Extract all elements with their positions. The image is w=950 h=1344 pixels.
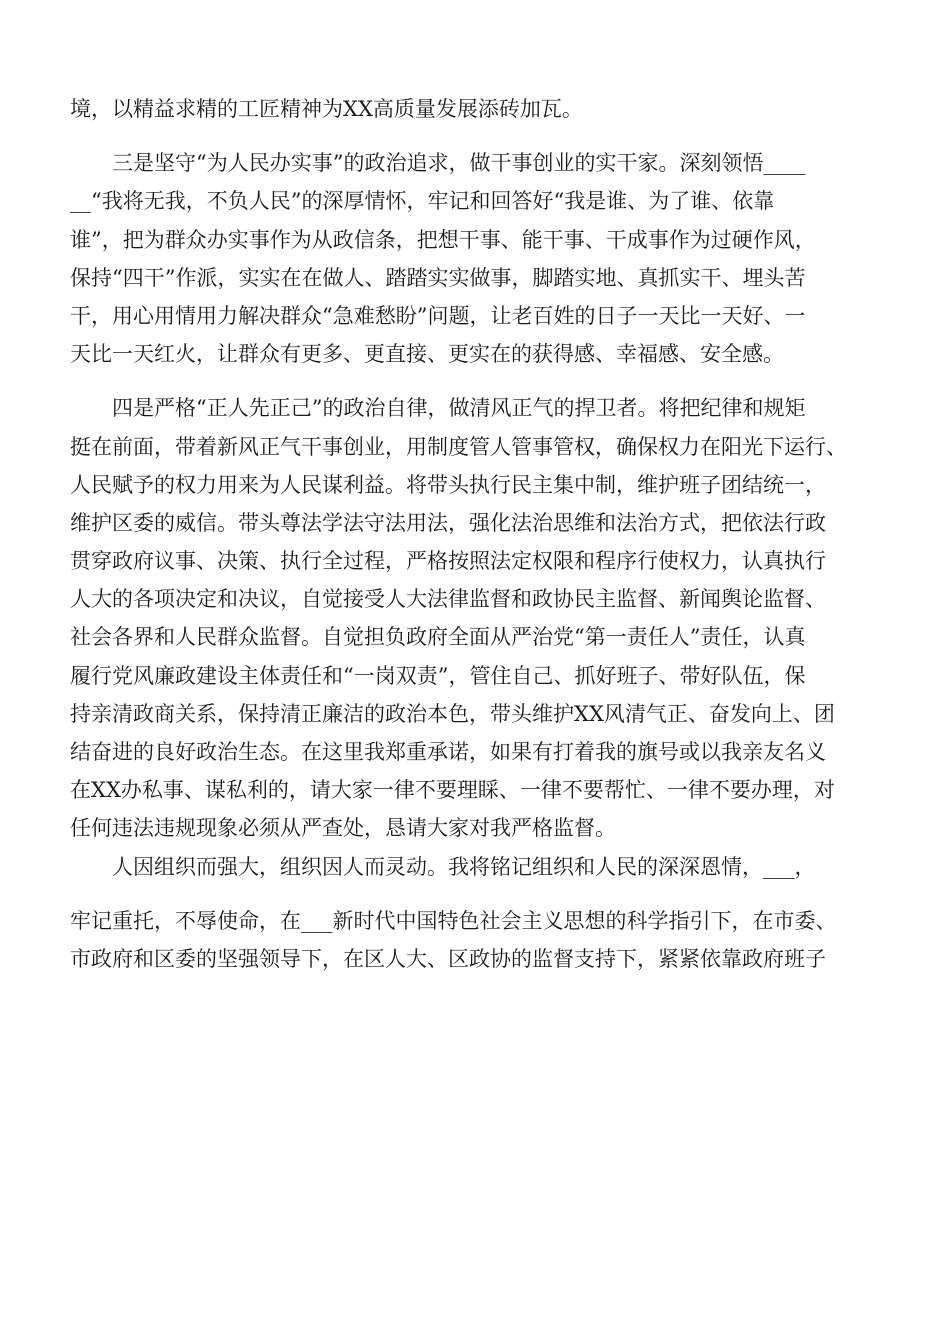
text-line: 天比一天红火，让群众有更多、更直接、更实在的获得感、幸福感、安全感。 — [70, 342, 784, 367]
text-line: 任何违法违规现象必须从严查处，恳请大家对我严格监督。 — [70, 816, 616, 841]
text-line: 履行党风廉政建设主体责任和“一岗双责”，管住自己、抓好班子、带好队伍，保 — [70, 663, 806, 688]
text-line: 三是坚守“为人民办实事”的政治追求，做干事创业的实干家。深刻领悟____ — [70, 151, 806, 176]
text-line: 维护区委的威信。带头尊法学法守法用法，强化法治思维和法治方式，把依法行政 — [70, 510, 826, 535]
text-line: 人民赋予的权力用来为人民谋利益。将带头执行民主集中制，维护班子团结统一， — [70, 472, 826, 497]
text-line: 四是严格“正人先正己”的政治自律，做清风正气的捍卫者。将把纪律和规矩 — [70, 396, 806, 421]
text-line: 结奋进的良好政治生态。在这里我郑重承诺，如果有打着我的旗号或以我亲友名义 — [70, 740, 826, 764]
text-line: 牢记重托，不辱使命，在___新时代中国特色社会主义思想的科学指引下，在市委、 — [70, 908, 837, 933]
text-line: 保持“四干”作派，实实在在做人、踏踏实实做事，脚踏实地、真抓实干、埋头苦 — [70, 265, 806, 290]
text-line: 干，用心用情用力解决群众“急难愁盼”问题，让老百姓的日子一天比一天好、一 — [70, 303, 806, 328]
text-line: 境，以精益求精的工匠精神为XX高质量发展添砖加瓦。 — [70, 97, 583, 121]
text-line: 持亲清政商关系，保持清正廉洁的政治本色，带头维护XX风清气正、奋发向上、团 — [70, 701, 835, 726]
paragraph-spacing — [70, 373, 885, 389]
text-line: 挺在前面，带着新风正气干事创业，用制度管人管事管权，确保权力在阳光下运行、 — [70, 434, 847, 459]
paragraph-spacing — [70, 128, 885, 144]
text-line: 市政府和区委的坚强领导下，在区人大、区政协的监督支持下，紧紧依靠政府班子 — [70, 946, 826, 971]
text-line: 贯穿政府议事、决策、执行全过程，严格按照法定权限和程序行使权力，认真执行 — [70, 549, 826, 574]
paragraph-spacing — [70, 886, 885, 902]
text-line: 在XX办私事、谋私利的，请大家一律不要理睬、一律不要帮忙、一律不要办理，对 — [70, 778, 835, 803]
text-line: 人大的各项决定和决议，自觉接受人大法律监督和政协民主监督、新闻舆论监督、 — [70, 587, 826, 612]
text-line: 谁”，把为群众办实事作为从政信条，把想干事、能干事、干成事作为过硬作风， — [70, 227, 816, 252]
text-line: __“我将无我，不负人民”的深厚情怀，牢记和回答好“我是谁、为了谁、依靠 — [70, 189, 775, 214]
text-line: 人因组织而强大，组织因人而灵动。我将铭记组织和人民的深深恩情，___， — [70, 854, 816, 879]
text-line: 社会各界和人民群众监督。自觉担负政府全面从严治党“第一责任人”责任，认真 — [70, 625, 806, 650]
document-body — [70, 90, 885, 978]
